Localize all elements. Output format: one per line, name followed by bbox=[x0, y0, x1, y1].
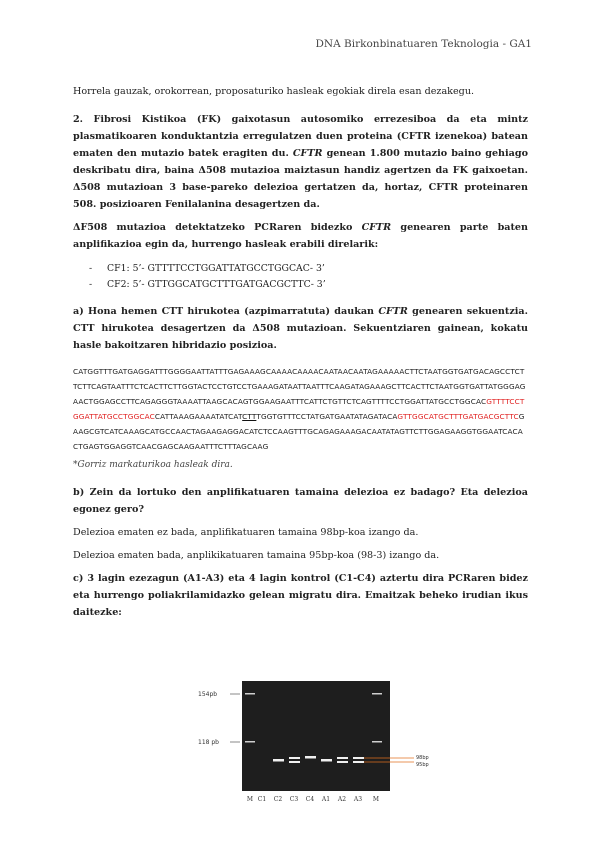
lane-label: A3 bbox=[353, 796, 363, 803]
question-a bbox=[73, 303, 528, 354]
band-a3-95 bbox=[353, 761, 364, 763]
primer-cf2: - CF2: 5’- GTTGGCATGCTTTGATGACGCTTC- 3’ bbox=[73, 277, 528, 293]
seq-segment-3: TGGTGTTTCCTATGATGAATATAGATACA bbox=[256, 412, 398, 421]
ctt-triplet: CTT bbox=[242, 412, 257, 421]
lane-label: M bbox=[246, 796, 254, 803]
q2-cftr: CFTR bbox=[292, 148, 323, 159]
ladder-band bbox=[245, 693, 255, 695]
lane-label: A2 bbox=[337, 796, 347, 803]
question-c: c) 3 lagin ezezagun (A1-A3) eta 4 lagin kontrol (C1-C4) aztertu dira PCRaren bidez eta hurrengo poliakrilamidazko gelean migratu dira. Emaitzak beheko irudian ikus daitezke: bbox=[73, 573, 528, 618]
lane-label: C1 bbox=[257, 796, 267, 803]
band-c3-98 bbox=[289, 757, 300, 759]
marker-label-154: 154pb bbox=[198, 691, 218, 698]
band-a2-95 bbox=[337, 761, 348, 763]
marker-label-118: 118 pb bbox=[198, 739, 219, 746]
q2-text-1: 2. Fibrosi Kistikoa (FK) gaixotasun autosomiko errezesiboa da eta mintz plasmatikoaren konduktantzia erregulatzen duen proteina (CFTR izenekoa) batean ematen den mutazio batek eragiten du. bbox=[73, 114, 528, 159]
qa-text-2: genearen sekuentzia. CTT hirukotea desagertzen da Δ508 mutazioan. Sekuentziaren gainean, kokatu hasle bakoitzaren hibridazio posizioa. bbox=[73, 306, 528, 351]
band-a2-98 bbox=[337, 757, 348, 759]
question-2 bbox=[73, 111, 528, 213]
q2b-text-2: genearen parte baten anplifikazioa egin da, hurrengo hasleak erabili direlarik: bbox=[73, 222, 529, 250]
q2-text-2: genean 1.800 mutazio baino gehiago deskribatu dira, baina Δ508 mutazioa maiztasun handiz agertzen da FK gaixoetan. Δ508 mutazioan 3 base-pareko delezioa gertatzen da, hortaz, CFTR proteinaren 508. posizioaren Fenilalanina desagertzen da. bbox=[73, 148, 528, 210]
q2b-text-1: ΔF508 mutazioa detektatzeko PCRaren bidezko bbox=[73, 222, 362, 233]
seq-segment-2: CATTAAAGAAAATATCAT bbox=[154, 412, 243, 421]
annotation-98bp: 98bp bbox=[416, 755, 429, 761]
document-body bbox=[73, 83, 528, 623]
question-2-pcr bbox=[73, 219, 528, 253]
lane-label: M bbox=[372, 796, 380, 803]
seq-segment-4: GAAGCGTCATCAAAGCATGCCAACTAGAAGAGGACATCTCCAAGTTTGCAGAGAAAGACAATATAGTTCTTGGAGAAGGTGGAATCACACTGAGTGGAGGTCAACGAGCAAGAATTTCTTTAGCAAG bbox=[73, 412, 525, 451]
answer-no-deletion: Delezioa ematen ez bada, anplifikatuaren tamaina 98bp-koa izango da. bbox=[73, 527, 419, 538]
primer-cf2-highlight: GTTGGCATGCTTTGATGACGCTTC bbox=[397, 412, 519, 421]
band-c3-95 bbox=[289, 761, 300, 763]
question-b: b) Zein da lortuko den anplifikatuaren tamaina delezioa ez badago? Eta delezioa egonez gero? bbox=[73, 487, 528, 515]
lane-label: C3 bbox=[289, 796, 299, 803]
primer-cf1: - CF1: 5’- GTTTTCCTGGATTATGCCTGGCAC- 3’ bbox=[73, 261, 528, 277]
lane-label: A1 bbox=[321, 796, 331, 803]
gel-figure bbox=[186, 677, 446, 807]
q2b-cftr: CFTR bbox=[361, 222, 392, 233]
answer-deletion: Delezioa ematen bada, anplikikatuaren tamaina 95bp-koa (98-3) izango da. bbox=[73, 550, 440, 561]
band-a3-98 bbox=[353, 757, 364, 759]
seq-segment-1: CATGGTTTGATGAGGATTTGGGGAATTATTTGAGAAAGCAAAACAAAACAATAACAATAGAAAAACTTCTAATGGTGATGACAGCCTCTTCTTCAGTAATTTCTCACTTCTTGGTACTCCTGTCCTGAAAGATAATTAATTTCAAGATAGAAAGCTTCACTTCTAATGGTGATTATGGGAGAACTGGAGCCTTCAGAGGGTAAAATTAAGCACAGTGGAAGAATTTCATTCTGTTCTCAGTTTTCCTGGATTATGCCTGGCAC bbox=[73, 367, 526, 406]
qa-text-1: a) Hona hemen CTT hirukotea (azpimarratuta) daukan bbox=[73, 306, 379, 317]
qa-cftr: CFTR bbox=[378, 306, 408, 317]
intro-paragraph: Horrela gauzak, orokorrean, proposaturiko hasleak egokiak direla esan dezakegu. bbox=[73, 86, 475, 97]
ladder-band bbox=[372, 693, 382, 695]
ladder-band bbox=[372, 741, 382, 743]
primer-note: *Gorriz markaturikoa hasleak dira. bbox=[73, 460, 233, 470]
band-a1-95 bbox=[321, 759, 332, 762]
page-header: DNA Birkonbinatuaren Teknologia - GA1 bbox=[315, 38, 532, 50]
annotation-95bp: 95bp bbox=[416, 762, 429, 768]
band-c4-98 bbox=[305, 756, 316, 759]
lane-label: C4 bbox=[305, 796, 315, 803]
ladder-band bbox=[245, 741, 255, 743]
band-c2-95 bbox=[273, 759, 284, 762]
primer-cf1-highlight: GTTTTCCTGGATTATGCCTGGCAC bbox=[73, 397, 525, 421]
cftr-sequence bbox=[73, 364, 528, 454]
primer-list bbox=[73, 261, 528, 293]
gel-background bbox=[242, 681, 390, 791]
lane-label: C2 bbox=[273, 796, 283, 803]
